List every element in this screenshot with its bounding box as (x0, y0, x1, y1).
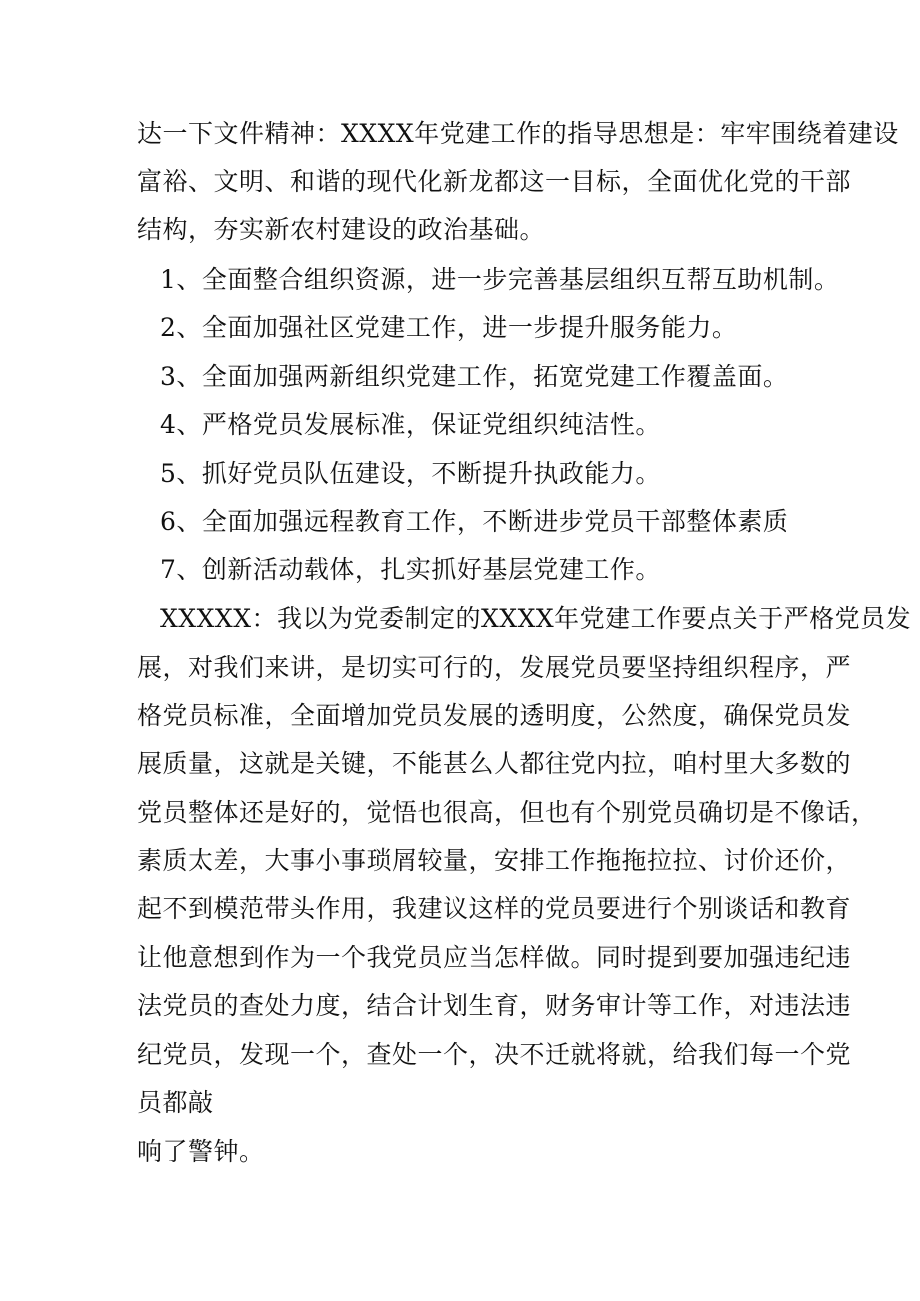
text-line: 展质量，这就是关键，不能甚么人都往党内拉，咱村里大多数的 (137, 749, 852, 778)
text-line: 党员整体还是好的，觉悟也很高，但也有个别党员确切是不像话， (137, 798, 877, 827)
text-line: 响了警钟。 (137, 1137, 265, 1166)
text-line: 富裕、文明、和谐的现代化新龙都这一目标，全面优化党的干部 (137, 167, 852, 196)
text-line: 格党员标准，全面增加党员发展的透明度，公然度，确保党员发 (137, 701, 852, 730)
text-line: 结构，夯实新农村建设的政治基础。 (137, 215, 546, 244)
list-item: 3、全面加强两新组织党建工作，拓宽党建工作覆盖面。 (160, 362, 789, 391)
text-line: 让他意想到作为一个我党员应当怎样做。同时提到要加强违纪违 (137, 943, 852, 972)
text-line: 法党员的查处力度，结合计划生育，财务审计等工作，对违法违 (137, 991, 852, 1020)
text-line: 展，对我们来讲，是切实可行的，发展党员要坚持组织程序，严 (137, 653, 852, 682)
text-line: 纪党员，发现一个，查处一个，决不迁就将就，给我们每一个党 (137, 1040, 852, 1069)
list-item: 1、全面整合组织资源，进一步完善基层组织互帮互助机制。 (160, 265, 840, 294)
list-item: 5、抓好党员队伍建设，不断提升执政能力。 (160, 459, 661, 488)
list-item: 2、全面加强社区党建工作，进一步提升服务能力。 (160, 313, 738, 342)
list-item: 6、全面加强远程教育工作，不断进步党员干部整体素质 (160, 507, 789, 536)
list-item: 7、创新活动载体，扎实抓好基层党建工作。 (160, 555, 661, 584)
list-item: 4、严格党员发展标准，保证党组织纯洁性。 (160, 410, 661, 439)
text-line: 起不到模范带头作用，我建议这样的党员要进行个别谈话和教育 (137, 894, 852, 923)
text-line: 员都敲 (137, 1088, 214, 1117)
text-line: 达一下文件精神：XXXX年党建工作的指导思想是：牢牢围绕着建设 (137, 119, 899, 148)
text-line: 素质太差，大事小事琐屑较量，安排工作拖拖拉拉、讨价还价， (137, 846, 852, 875)
text-line: XXXXX：我以为党委制定的XXXX年党建工作要点关于严格党员发 (160, 604, 912, 633)
